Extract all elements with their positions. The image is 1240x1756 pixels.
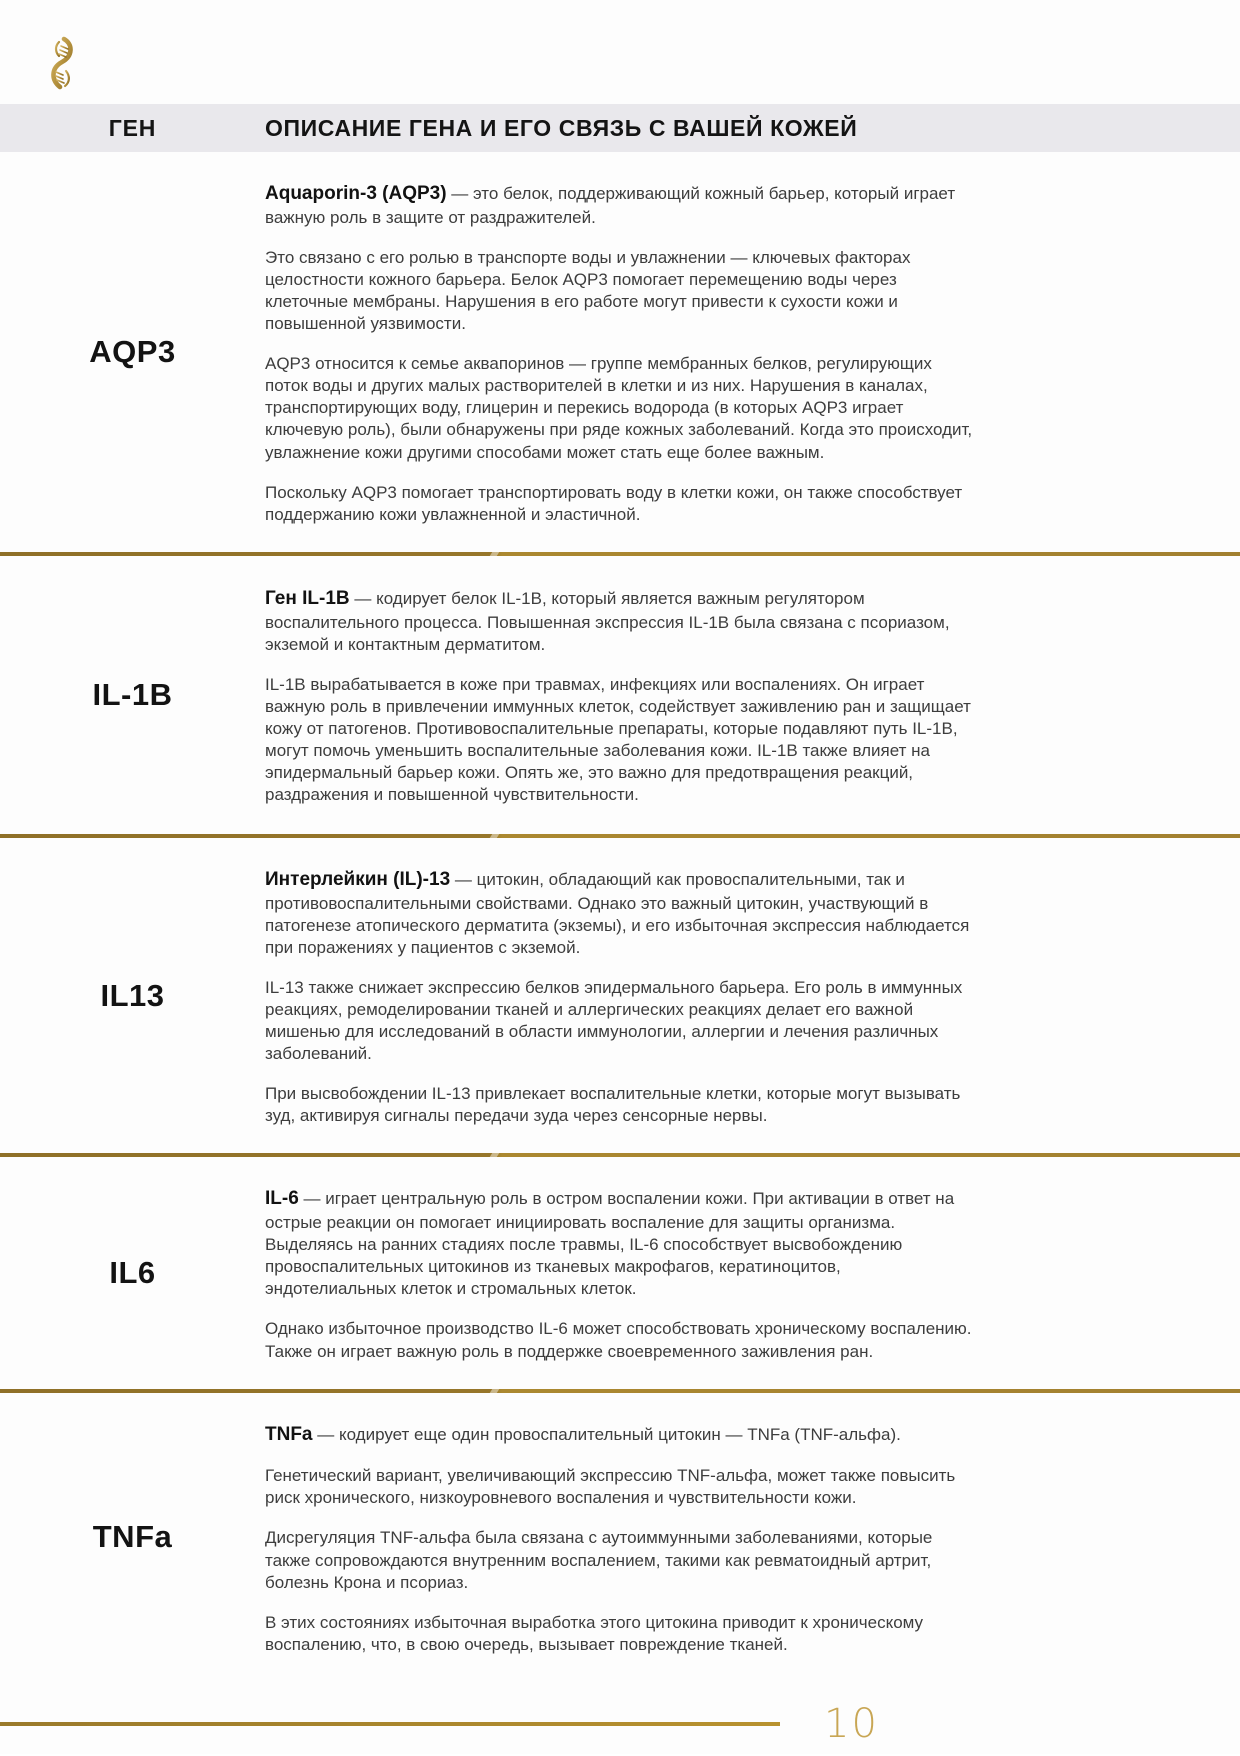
page-number: 10 — [824, 1700, 879, 1747]
paragraph-text: — это белок, поддерживающий кожный барьер, который играет важную роль в защите от раздражителей. — [265, 184, 956, 227]
description-paragraph — [265, 674, 975, 807]
gene-row-aqp3 — [0, 152, 1240, 552]
description-paragraph — [265, 868, 975, 959]
gene-row-il1b — [0, 556, 1240, 834]
gene-name-il13: IL13 — [100, 977, 165, 1013]
page-footer — [0, 1692, 1240, 1756]
paragraph-text: IL-13 также снижает экспрессию белков эпидермального барьера. Его роль в иммунных реакциях, ремоделировании тканей и аллергических реакциях делает его важной мишенью для исследований в области иммунологии, аллергии и лечения различных заболеваний. — [265, 977, 963, 1064]
brand-logo — [0, 0, 1240, 104]
paragraph-lead: Интерлейкин (IL)-13 — [265, 868, 451, 890]
description-paragraph — [265, 1527, 975, 1593]
gene-description-il13 — [265, 838, 975, 1154]
description-paragraph — [265, 1318, 975, 1362]
description-paragraph — [265, 247, 975, 335]
gene-description-aqp3 — [265, 152, 975, 552]
paragraph-text: Дисрегуляция TNF-альфа была связана с аутоиммунными заболеваниями, которые также сопровождаются внутренним воспалением, такими как ревматоидный артрит, болезнь Крона и псориаз. — [265, 1528, 933, 1592]
paragraph-lead: Ген IL-1B — [265, 588, 350, 610]
description-paragraph — [265, 1465, 975, 1509]
paragraph-text: Поскольку AQP3 помогает транспортировать воду в клетки кожи, он также способствует поддержанию кожи увлажненной и эластичной. — [265, 482, 963, 524]
gene-name-il1b: IL-1B — [92, 676, 173, 712]
gold-divider — [0, 1153, 1240, 1157]
description-paragraph — [265, 1083, 975, 1127]
paragraph-lead: Aquaporin-3 (AQP3) — [265, 183, 447, 204]
description-paragraph — [265, 353, 975, 463]
paragraph-text: Однако избыточное производство IL-6 может способствовать хроническому воспалению. Также он играет важную роль в поддержке своевременного заживления ран. — [265, 1319, 972, 1361]
table-header — [0, 104, 1240, 152]
gene-description-tnfa — [265, 1393, 975, 1682]
gold-divider — [0, 834, 1240, 838]
paragraph-text: — играет центральную роль в остром воспалении кожи. При активации в ответ на острые реакции он помогает инициировать воспаление для защиты организма. Выделяясь на ранних стадиях после травмы, IL-6 способствует высвобождению провоспалительных цитокинов из тканевых макрофагов, кератиноцитов, эндотелиальных клеток и стромальных клеток. — [265, 1189, 955, 1299]
paragraph-lead: IL-6 — [265, 1188, 299, 1210]
description-column-header: ОПИСАНИЕ ГЕНА И ЕГО СВЯЗЬ С ВАШЕЙ КОЖЕЙ — [265, 114, 858, 141]
paragraph-text: — кодирует белок IL-1B, который является важным регулятором воспалительного процесса. Повышенная экспрессия IL-1B была связана с псориазом, экземой и контактным дерматитом. — [265, 589, 950, 654]
description-paragraph — [265, 1187, 975, 1300]
description-paragraph — [265, 482, 975, 526]
dna-helix-icon — [46, 36, 78, 92]
gene-description-il6 — [265, 1157, 975, 1388]
gene-column-header: ГЕН — [108, 114, 157, 141]
paragraph-text: — цитокин, обладающий как провоспалительными, так и противовоспалительными свойствами. Однако это важный цитокин, участвующий в патогенезе атопического дерматита (экземы), и его избыточная экспрессия наблюдается при поражениях у пациентов с экземой. — [265, 869, 970, 957]
gene-name-il6: IL6 — [109, 1254, 156, 1290]
paragraph-text: Генетический вариант, увеличивающий экспрессию TNF-альфа, может также повысить риск хронического, низкоуровневого воспаления и чувствительности кожи. — [265, 1466, 956, 1508]
description-paragraph — [265, 977, 975, 1065]
gene-description-il1b — [265, 557, 975, 832]
paragraph-text: При высвобождении IL-13 привлекает воспалительные клетки, которые могут вызывать зуд, активируя сигналы передачи зуда через сенсорные нервы. — [265, 1084, 961, 1126]
gene-row-il13 — [0, 838, 1240, 1154]
description-paragraph — [265, 1612, 975, 1656]
gold-divider — [0, 552, 1240, 556]
description-paragraph — [265, 587, 975, 656]
gene-row-il6 — [0, 1157, 1240, 1388]
gene-column-header-cell — [0, 115, 265, 142]
gene-row-tnfa — [0, 1393, 1240, 1682]
description-paragraph — [265, 182, 975, 229]
paragraph-text: Это связано с его ролью в транспорте воды и увлажнении — ключевых факторах целостности кожного барьера. Белок AQP3 помогает перемещению воды через клеточные мембраны. Нарушения в его работе могут привести к сухости кожи и повышенной уязвимости. — [265, 247, 911, 334]
paragraph-text: — кодирует еще один провоспалительный цитокин — TNFa (TNF-альфа). — [312, 1424, 901, 1444]
gold-divider — [0, 1389, 1240, 1393]
footer-rule — [0, 1722, 780, 1726]
paragraph-text: IL-1B вырабатывается в коже при травмах, инфекциях или воспалениях. Он играет важную роль в привлечении иммунных клеток, содействует заживлению ран и защищает кожу от патогенов. Противовоспалительные препараты, которые подавляют путь IL-1B, могут помочь уменьшить воспалительные заболевания кожи. IL-1B также влияет на эпидермальный барьер кожи. Опять же, это важно для предотвращения реакций, раздражения и повышенной чувствительности. — [265, 674, 971, 805]
description-paragraph — [265, 1423, 975, 1448]
gene-name-tnfa: TNFa — [92, 1519, 173, 1555]
paragraph-text: В этих состояниях избыточная выработка этого цитокина приводит к хроническому воспалению, что, в свою очередь, вызывает повреждение тканей. — [265, 1612, 924, 1654]
description-column-header-cell — [265, 115, 975, 142]
paragraph-text: AQP3 относится к семье аквапоринов — группе мембранных белков, регулирующих поток воды и других малых растворителей в клетки и из них. Нарушения в каналах, транспортирующих воду, глицерин и перекись водорода (в которых AQP3 играет ключевую роль), были обнаружены при ряде кожных заболеваний. Когда это происходит, увлажнение кожи другими способами может стать еще более важным. — [265, 354, 973, 462]
gene-name-aqp3: AQP3 — [89, 333, 176, 369]
paragraph-lead: TNFa — [265, 1423, 313, 1445]
